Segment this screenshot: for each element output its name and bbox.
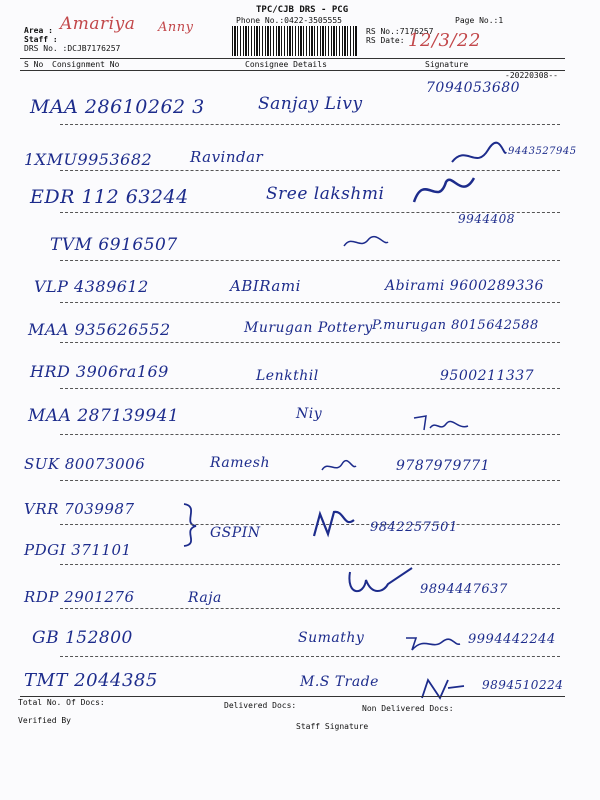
consignment-no: MAA 935626552 <box>28 320 171 339</box>
column-consignee: Consignee Details <box>245 60 327 69</box>
staff-label: Staff : <box>24 35 58 44</box>
column-consignment: Consignment No <box>52 60 120 69</box>
consignment-no: TVM 6916507 <box>50 235 178 255</box>
signature-scribble <box>408 170 478 210</box>
rs-date-value: 12/3/22 <box>408 30 481 51</box>
consignee-phone: 9894447637 <box>420 582 508 597</box>
consignee-name: M.S Trade <box>300 674 379 690</box>
signature-scribble <box>344 566 414 602</box>
row-rule <box>60 608 560 609</box>
consignee-name: Niy <box>296 406 323 422</box>
consignment-no: MAA 287139941 <box>28 406 180 426</box>
consignment-no: TMT 2044385 <box>24 670 158 691</box>
consignment-no: RDP 2901276 <box>24 588 135 606</box>
consignment-no: MAA 28610262 3 <box>30 96 205 118</box>
consignee-phone: 9842257501 <box>370 520 458 535</box>
signature-scribble <box>310 506 360 546</box>
document-title: TPC/CJB DRS - PCG <box>256 5 349 15</box>
row-rule <box>60 656 560 657</box>
consignee-name: Raja <box>188 590 222 606</box>
area-extra: Anny <box>158 20 194 35</box>
total-docs-label: Total No. Of Docs: <box>18 698 105 707</box>
signature-scribble <box>418 676 468 702</box>
consignment-no: SUK 80073006 <box>24 455 146 473</box>
signature-scribble <box>402 632 462 654</box>
row-rule <box>60 170 560 171</box>
consignee-name: GSPIN <box>210 525 261 541</box>
consignee-phone: 9443527945 <box>508 146 577 157</box>
column-signature: Signature <box>425 60 469 69</box>
consignee-phone: 9944408 <box>458 212 515 226</box>
bracket-mark <box>178 500 202 550</box>
consignee-name: Ramesh <box>210 455 270 471</box>
consignee-name: Lenkthil <box>256 368 319 384</box>
row-rule <box>60 564 560 565</box>
consignee-name: Sanjay Livy <box>258 94 363 114</box>
column-sno: S No <box>24 60 44 69</box>
delivered-docs-label: Delivered Docs: <box>224 701 297 710</box>
consignment-no: VRR 7039987 <box>24 500 135 518</box>
drs-number: DRS No. :DCJB7176257 <box>24 44 121 53</box>
consignee-phone: 9894510224 <box>482 678 564 692</box>
consignee-phone: 9500211337 <box>440 368 535 384</box>
consignment-no: PDGI 371101 <box>24 541 132 559</box>
barcode <box>232 26 357 56</box>
signature-scribble <box>410 410 470 434</box>
consignee-phone: 9787979771 <box>396 458 491 474</box>
consignee-name: Sumathy <box>298 630 365 646</box>
area-value: Amariya <box>60 14 136 34</box>
signature-scribble <box>340 232 390 252</box>
verified-by-label: Verified By <box>18 716 71 725</box>
row-rule <box>60 302 560 303</box>
area-label: Area : <box>24 26 53 35</box>
consignee-phone: 9994442244 <box>468 632 556 647</box>
signature-scribble <box>318 458 358 476</box>
non-delivered-docs-label: Non Delivered Docs: <box>362 704 454 713</box>
row-rule <box>60 388 560 389</box>
rs-number: RS No.:7176257 <box>366 27 434 36</box>
consignee-name: Ravindar <box>190 148 264 166</box>
consignee-phone: 7094053680 <box>426 80 521 96</box>
consignment-no: EDR 112 63244 <box>30 186 189 208</box>
consignment-no: VLP 4389612 <box>34 277 149 296</box>
consignee-phone: Abirami 9600289336 <box>385 278 544 294</box>
row-rule <box>60 480 560 481</box>
signature-scribble <box>448 140 508 170</box>
page-number: Page No.:1 <box>455 16 504 25</box>
consignment-no: 1XMU9953682 <box>24 150 153 169</box>
date-code: -20220308-- <box>505 71 558 80</box>
row-rule <box>60 342 560 343</box>
row-rule <box>60 434 560 435</box>
consignee-phone: P.murugan 8015642588 <box>372 318 539 333</box>
footer-divider <box>20 696 565 697</box>
consignment-no: HRD 3906ra169 <box>30 362 169 381</box>
row-rule <box>60 260 560 261</box>
header-divider-bottom <box>20 70 565 71</box>
consignee-name: Sree lakshmi <box>266 184 385 204</box>
consignment-no: GB 152800 <box>32 628 133 648</box>
staff-signature-label: Staff Signature <box>296 722 369 731</box>
phone-number: Phone No.:0422-3505555 <box>236 16 342 25</box>
rs-date-label: RS Date: <box>366 36 405 45</box>
header-divider-top <box>20 58 565 59</box>
consignee-name: Murugan Pottery <box>244 320 373 336</box>
consignee-name: ABIRami <box>230 277 301 295</box>
row-rule <box>60 124 560 125</box>
